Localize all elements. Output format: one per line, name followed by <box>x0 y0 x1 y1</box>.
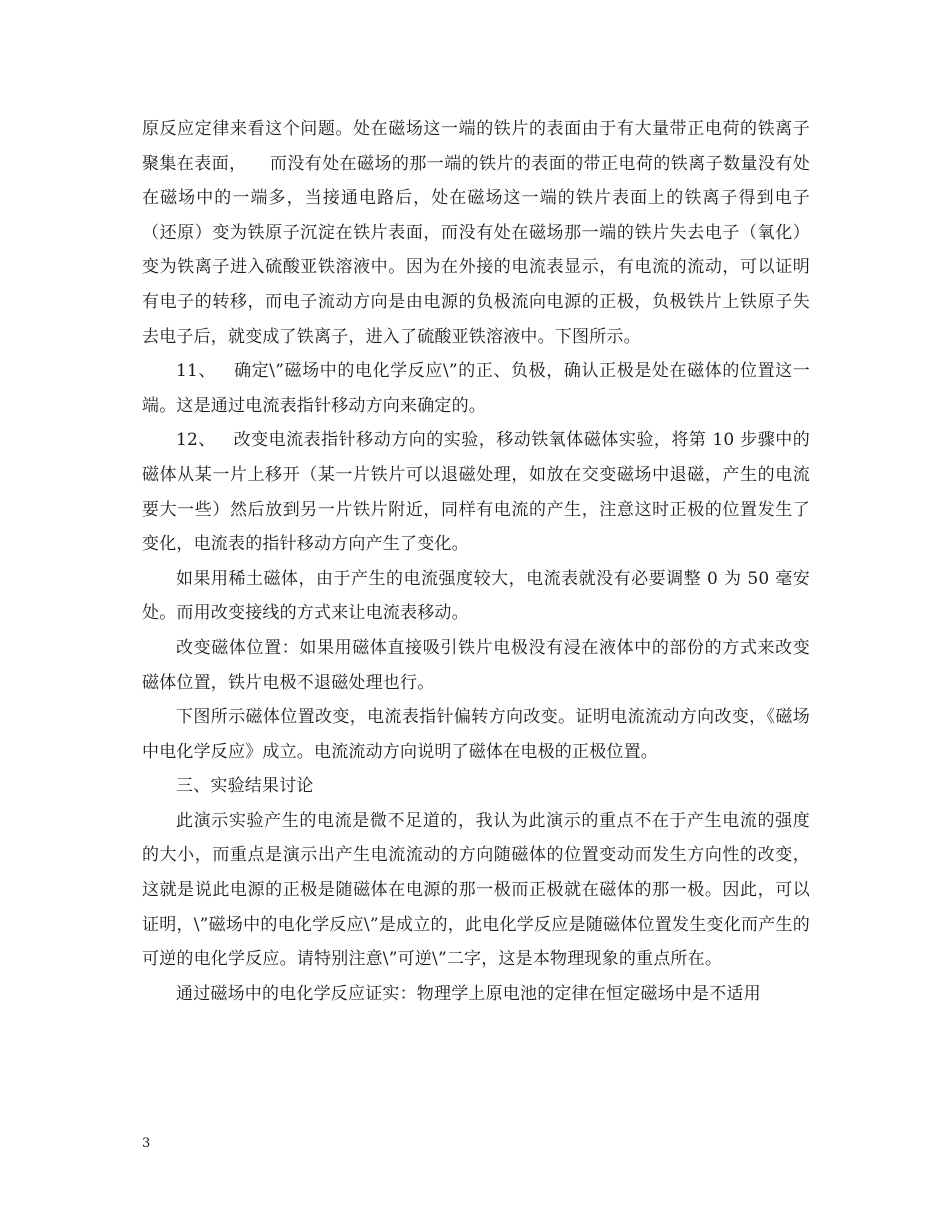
paragraph-conclusion: 通过磁场中的电化学反应证实：物理学上原电池的定律在恒定磁场中是不适用 <box>176 983 761 1004</box>
page-number: 3 <box>142 1136 151 1151</box>
paragraph-change-magnet-position: 改变磁体位置：如果用磁体直接吸引铁片电极没有浸在液体中的部份的方式来改变磁体位置，铁片电极不退磁处理也行。 <box>142 637 810 693</box>
paragraph-redox-explanation: 原反应定律来看这个问题。处在磁场这一端的铁片的表面由于有大量带正电荷的铁离子聚集在表面， 而没有处在磁场的那一端的铁片的表面的带正电荷的铁离子数量没有处在磁场中的一端多，当接通电路后，处在磁场这一端的铁片表面上的铁离子得到电子（还原）变为铁原子沉淀在铁片表面，而没有处在磁场那一端的铁片失去电子（氧化）变为铁离子进入硫酸亚铁溶液中。因为在外接的电流表显示，有电流的流动，可以证明有电子的转移，而电子流动方向是由电源的负极流向电源的正极，负极铁片上铁原子失去电子后，就变成了铁离子，进入了硫酸亚铁溶液中。下图所示。 <box>142 119 810 347</box>
paragraph-step-12: 12、 改变电流表指针移动方向的实验，移动铁氧体磁体实验，将第 10 步骤中的磁体从某一片上移开（某一片铁片可以退磁处理，如放在交变磁场中退磁，产生的电流要大一些）然后放到另一片铁片附近，同样有电流的产生，注意这时正极的位置发生了变化，电流表的指针移动方向产生了变化。 <box>142 430 810 555</box>
paragraph-results-discussion: 此演示实验产生的电流是微不足道的，我认为此演示的重点不在于产生电流的强度的大小，而重点是演示出产生电流流动的方向随磁体的位置变动而发生方向性的改变，这就是说此电源的正极是随磁体在电源的那一极而正极就在磁体的那一极。因此，可以证明，\”磁场中的电化学反应\”是成立的，此电化学反应是随磁体位置发生变化而产生的可逆的电化学反应。请特别注意\”可逆\”二字，这是本物理现象的重点所在。 <box>142 810 810 970</box>
paragraph-figure-reference: 下图所示磁体位置改变，电流表指针偏转方向改变。证明电流流动方向改变，《磁场中电化学反应》成立。电流流动方向说明了磁体在电极的正极位置。 <box>142 707 810 762</box>
paragraph-rare-earth-magnet: 如果用稀土磁体，由于产生的电流强度较大，电流表就没有必要调整 0 为 50 毫安处。而用改变接线的方式来让电流表移动。 <box>142 568 810 624</box>
document-body <box>142 112 810 1011</box>
paragraph-step-11: 11、 确定\”磁场中的电化学反应\”的正、负极，确认正极是处在磁体的位置这一端。这是通过电流表指针移动方向来确定的。 <box>142 361 810 416</box>
section-heading-results: 三、实验结果讨论 <box>176 776 314 797</box>
